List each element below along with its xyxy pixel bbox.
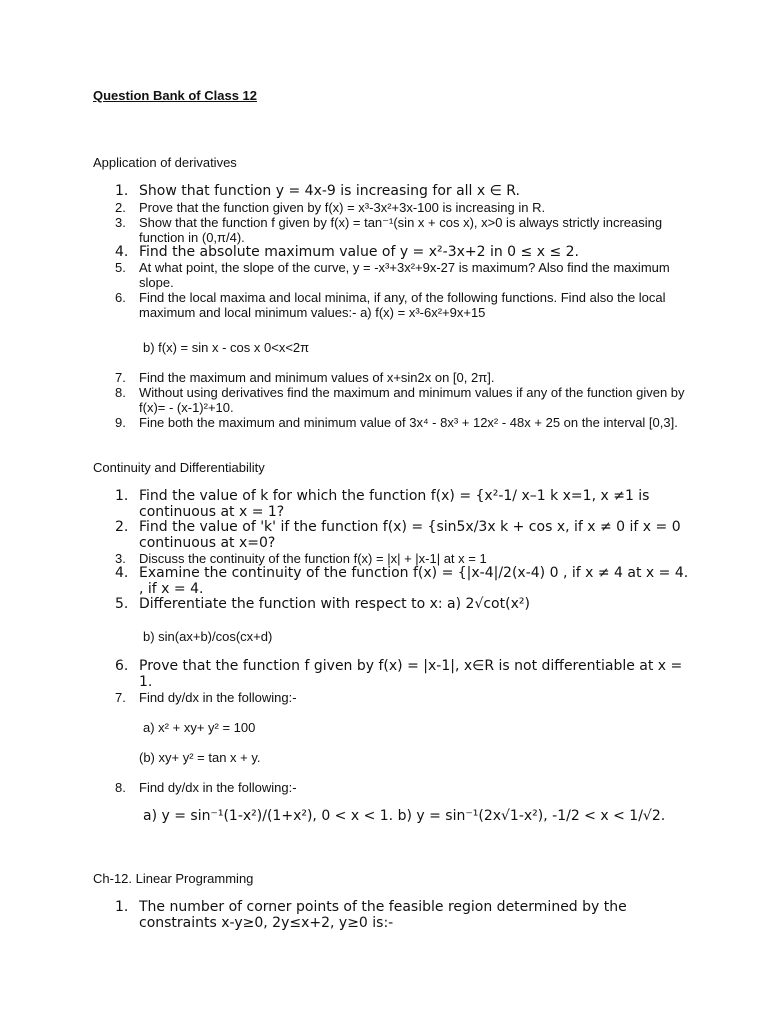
continuity-question-list-cont	[93, 659, 693, 705]
question-text: Find the local maxima and local minima, if any, of the following functions. Find also the local maximum and local minimum values:- a) f(x) = x³-6x²+9x+15	[139, 290, 666, 320]
list-item: 2. Find the value of 'k' if the function f(x) = {sin5x/3x k + cos x, if x ≠ 0 if x = 0 continuous at x=0?	[115, 519, 681, 551]
list-item: 1. Find the value of k for which the function f(x) = {x²-1/ x–1 k x=1, x ≠1 is continuous at x = 1?	[115, 488, 650, 520]
list-item: 1. Show that function y = 4x-9 is increasing for all x ∈ R.	[115, 183, 520, 199]
list-item: 6. Prove that the function f given by f(x) = |x-1|, x∈R is not differentiable at x = 1.	[115, 658, 683, 690]
list-item: 8. Find dy/dx in the following:-	[115, 780, 297, 795]
question-text: Examine the continuity of the function f(x) = {|x-4|/2(x-4) 0 , if x ≠ 4 at x = 4. , if x = 4.	[139, 565, 689, 597]
sub-question-7a: a) x² + xy+ y² = 100	[143, 720, 256, 735]
continuity-question-list	[93, 489, 693, 613]
derivatives-question-list-cont	[93, 370, 693, 430]
list-item: 7. Find dy/dx in the following:-	[115, 690, 297, 705]
sub-question-8a: a) y = sin⁻¹(1-x²)/(1+x²), 0 < x < 1. b) y = sin⁻¹(2x√1-x²), -1/2 < x < 1/√2.	[143, 808, 666, 824]
question-text: Prove that the function given by f(x) = x³-3x²+3x-100 is increasing in R.	[139, 199, 546, 215]
question-text: Find the value of k for which the function f(x) = {x²-1/ x–1 k x=1, x ≠1 is continuous at x = 1?	[139, 488, 650, 520]
list-item: 1. The number of corner points of the feasible region determined by the constraints x-y≥0, 2y≤x+2, y≥0 is:-	[115, 899, 627, 931]
list-item: 3. Show that the function f given by f(x) = tan⁻¹(sin x + cos x), x>0 is always strictly increasing function in (0,π/4).	[115, 214, 663, 245]
sub-question-6b: b) f(x) = sin x - cos x 0<x<2π	[143, 340, 310, 355]
linear-question-list	[93, 900, 693, 931]
question-text: Find the absolute maximum value of y = x²-3x+2 in 0 ≤ x ≤ 2.	[139, 243, 579, 260]
question-text: Discuss the continuity of the function f(x) = |x| + |x-1| at x = 1	[139, 551, 487, 566]
sub-question-5b: b) sin(ax+b)/cos(cx+d)	[143, 629, 273, 644]
question-text: At what point, the slope of the curve, y = -x³+3x²+9x-27 is maximum? Also find the maximum slope.	[139, 260, 670, 290]
question-text: Find the maximum and minimum values of x+sin2x on [0, 2π].	[139, 370, 495, 385]
question-text: Fine both the maximum and minimum value of 3x⁴ - 8x³ + 12x² - 48x + 25 on the interval [0,3].	[139, 415, 678, 430]
section-heading-derivatives: Application of derivatives	[93, 155, 237, 170]
list-item: 3. Discuss the continuity of the function f(x) = |x| + |x-1| at x = 1	[115, 551, 487, 566]
question-text: Differentiate the function with respect to x: a) 2√cot(x²)	[139, 596, 530, 612]
derivatives-question-list	[93, 184, 693, 320]
list-item: 5. At what point, the slope of the curve, y = -x³+3x²+9x-27 is maximum? Also find the maximum slope.	[115, 260, 670, 290]
question-text: Find dy/dx in the following:-	[139, 780, 297, 795]
list-item: 7. Find the maximum and minimum values of x+sin2x on [0, 2π].	[115, 370, 495, 385]
list-item: 4. Examine the continuity of the function f(x) = {|x-4|/2(x-4) 0 , if x ≠ 4 at x = 4. , if x = 4.	[115, 565, 689, 597]
question-text: Show that function y = 4x-9 is increasing for all x ∈ R.	[139, 183, 520, 199]
list-item: 5. Differentiate the function with respect to x: a) 2√cot(x²)	[115, 596, 530, 612]
section-heading-continuity: Continuity and Differentiability	[93, 460, 265, 475]
page-title: Question Bank of Class 12	[93, 88, 257, 103]
continuity-question-list-cont2	[93, 780, 693, 795]
question-text: Find dy/dx in the following:-	[139, 690, 297, 705]
list-item: 6. Find the local maxima and local minima, if any, of the following functions. Find also the local maximum and local minimum values:- a) f(x) = x³-6x²+9x+15	[115, 290, 666, 320]
question-text: Find the value of 'k' if the function f(x) = {sin5x/3x k + cos x, if x ≠ 0 if x = 0 continuous at x=0?	[139, 519, 681, 551]
list-item: 2. Prove that the function given by f(x) = x³-3x²+3x-100 is increasing in R.	[115, 199, 546, 215]
sub-question-7b: (b) xy+ y² = tan x + y.	[139, 750, 261, 765]
list-item: 9. Fine both the maximum and minimum value of 3x⁴ - 8x³ + 12x² - 48x + 25 on the interval [0,3].	[115, 415, 678, 430]
question-text: Show that the function f given by f(x) = tan⁻¹(sin x + cos x), x>0 is always strictly increasing function in (0,π/4).	[139, 214, 663, 245]
section-heading-linear-programming: Ch-12. Linear Programming	[93, 871, 254, 886]
list-item: 8. Without using derivatives find the maximum and minimum values if any of the function given by f(x)= - (x-1)²+10.	[115, 385, 685, 415]
question-text: Without using derivatives find the maximum and minimum values if any of the function given by f(x)= - (x-1)²+10.	[139, 385, 685, 415]
question-text: Prove that the function f given by f(x) = |x-1|, x∈R is not differentiable at x = 1.	[139, 658, 683, 690]
list-item: 4. Find the absolute maximum value of y = x²-3x+2 in 0 ≤ x ≤ 2.	[115, 243, 579, 260]
question-text: The number of corner points of the feasible region determined by the constraints x-y≥0, 2y≤x+2, y≥0 is:-	[139, 899, 627, 931]
